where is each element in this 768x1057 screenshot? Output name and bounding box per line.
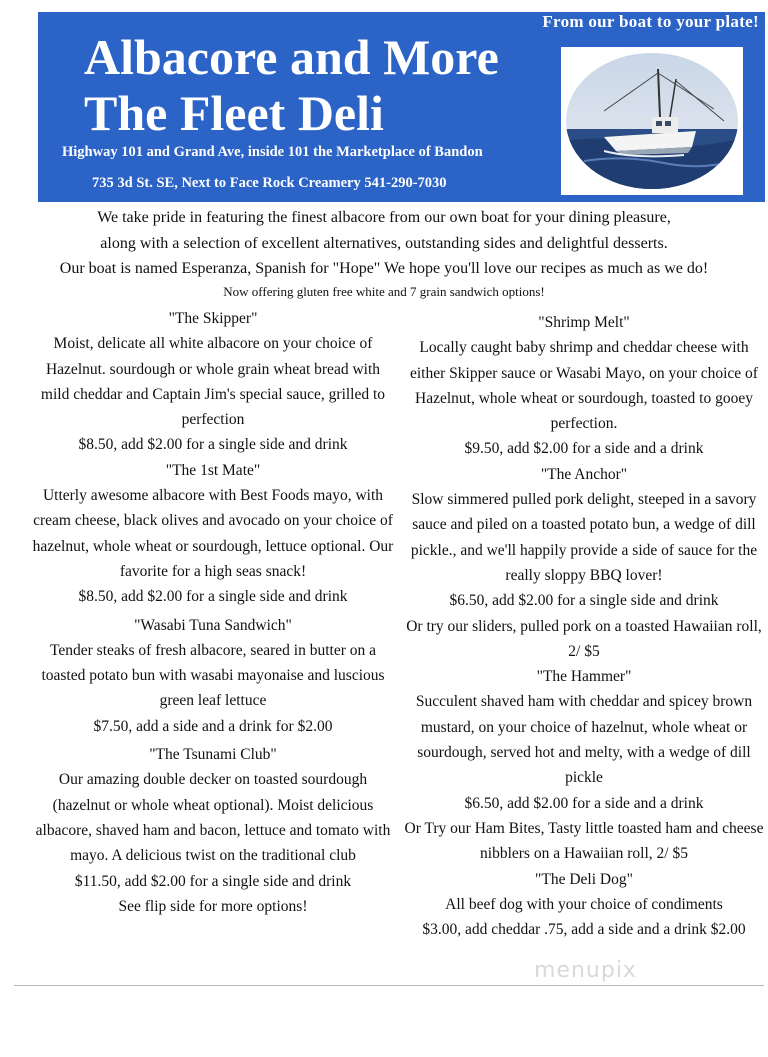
menu-item-price: $8.50, add $2.00 for a single side and drink (78, 588, 348, 606)
menu-left-column (30, 306, 396, 919)
menu-item-name: "Shrimp Melt" (538, 314, 630, 331)
intro-line: along with a selection of excellent alternatives, outstanding sides and delightful desserts. (100, 234, 668, 252)
menu-item-name: "The Hammer" (536, 668, 632, 686)
menu-item-name: "The Tsunami Club" (149, 746, 277, 764)
menu-item-price: $6.50, add $2.00 for a side and a drink (464, 794, 704, 812)
intro-line: We take pride in featuring the finest albacore from our own boat for your dining pleasure, (97, 209, 671, 226)
menu-right-column (400, 310, 768, 942)
address-line-2: 735 3d St. SE, Next to Face Rock Creamery 541-290-7030 (92, 175, 447, 191)
menu-item-description: All beef dog with your choice of condiments (445, 895, 723, 913)
menu-item-description: Locally caught baby shrimp and cheddar cheese with either Skipper sauce or Wasabi Mayo, on your choice of Hazelnut, whole wheat or sourdough, toasted to gooey perfection. (410, 339, 758, 433)
restaurant-title: Albacore and More (84, 29, 499, 85)
intro-line: Our boat is named Esperanza, Spanish for "Hope" We hope you'll love our recipes as much as we do! (59, 260, 709, 277)
menu-item-name: "The Skipper" (168, 310, 258, 327)
boat-photo-frame (561, 47, 743, 195)
menu-item-price: $8.50, add $2.00 for a single side and drink (78, 436, 348, 454)
flip-side-note: See flip side for more options! (118, 897, 308, 915)
menu-item-price: $6.50, add $2.00 for a single side and drink (449, 592, 719, 610)
fishing-boat-photo (564, 51, 740, 191)
gluten-free-note: Now offering gluten free white and 7 grain sandwich options! (223, 283, 545, 299)
restaurant-subtitle: The Fleet Deli (84, 85, 384, 141)
menu-item-price: $9.50, add $2.00 for a side and a drink (464, 440, 704, 458)
address-line-1: Highway 101 and Grand Ave, inside 101 the Marketplace of Bandon (62, 144, 483, 160)
menu-item-description: Succulent shaved ham with cheddar and spicey brown mustard, on your choice of hazelnut, whole wheat or sourdough, served hot and melty, with a wedge of dill pickle (415, 693, 753, 787)
menu-item-description: Slow simmered pulled pork delight, steeped in a savory sauce and piled on a toasted potato bun, a wedge of dill pickle., and we'll happily provide a side of sauce for the really sloppy BBQ lover! (410, 491, 758, 584)
page-divider (14, 985, 764, 986)
menu-item-description: Utterly awesome albacore with Best Foods mayo, with cream cheese, black olives and avocado on your choice of hazelnut, whole wheat or sourdough, lettuce optional. Our favorite for a high seas snack! (32, 487, 394, 580)
menu-item-description: Our amazing double decker on toasted sourdough (hazelnut or whole wheat optional). Moist delicious albacore, shaved ham and bacon, lettuce and tomato with mayo. A delicious twist on the traditional club (35, 771, 391, 865)
menu-item-price: $3.00, add cheddar .75, add a side and a drink $2.00 (422, 921, 746, 939)
menu-item-description: Moist, delicate all white albacore on your choice of Hazelnut. sourdough or whole grain wheat bread with mild cheddar and Captain Jim's special sauce, grilled to perfection (40, 335, 386, 429)
intro-section (0, 205, 768, 302)
menu-item-extra: Or Try our Ham Bites, Tasty little toasted ham and cheese nibblers on a Hawaiian roll, 2/ $5 (404, 819, 764, 863)
menu-item-description: Tender steaks of fresh albacore, seared in butter on a toasted potato bun with wasabi mayonaise and luscious green leaf lettuce (41, 641, 385, 710)
menu-item-name: "The 1st Mate" (165, 461, 261, 479)
menu-item-name: "The Deli Dog" (535, 870, 633, 888)
menu-item-name: "The Anchor" (540, 465, 628, 483)
tagline: From our boat to your plate! (542, 12, 759, 31)
menu-item-extra: Or try our sliders, pulled pork on a toasted Hawaiian roll, 2/ $5 (406, 617, 762, 660)
menu-item-name: "Wasabi Tuna Sandwich" (134, 616, 292, 634)
menu-item-price: $7.50, add a side and a drink for $2.00 (93, 717, 333, 735)
header-banner (38, 12, 765, 202)
menu-item-price: $11.50, add $2.00 for a single side and drink (74, 872, 352, 890)
watermark: menupix (534, 958, 637, 983)
